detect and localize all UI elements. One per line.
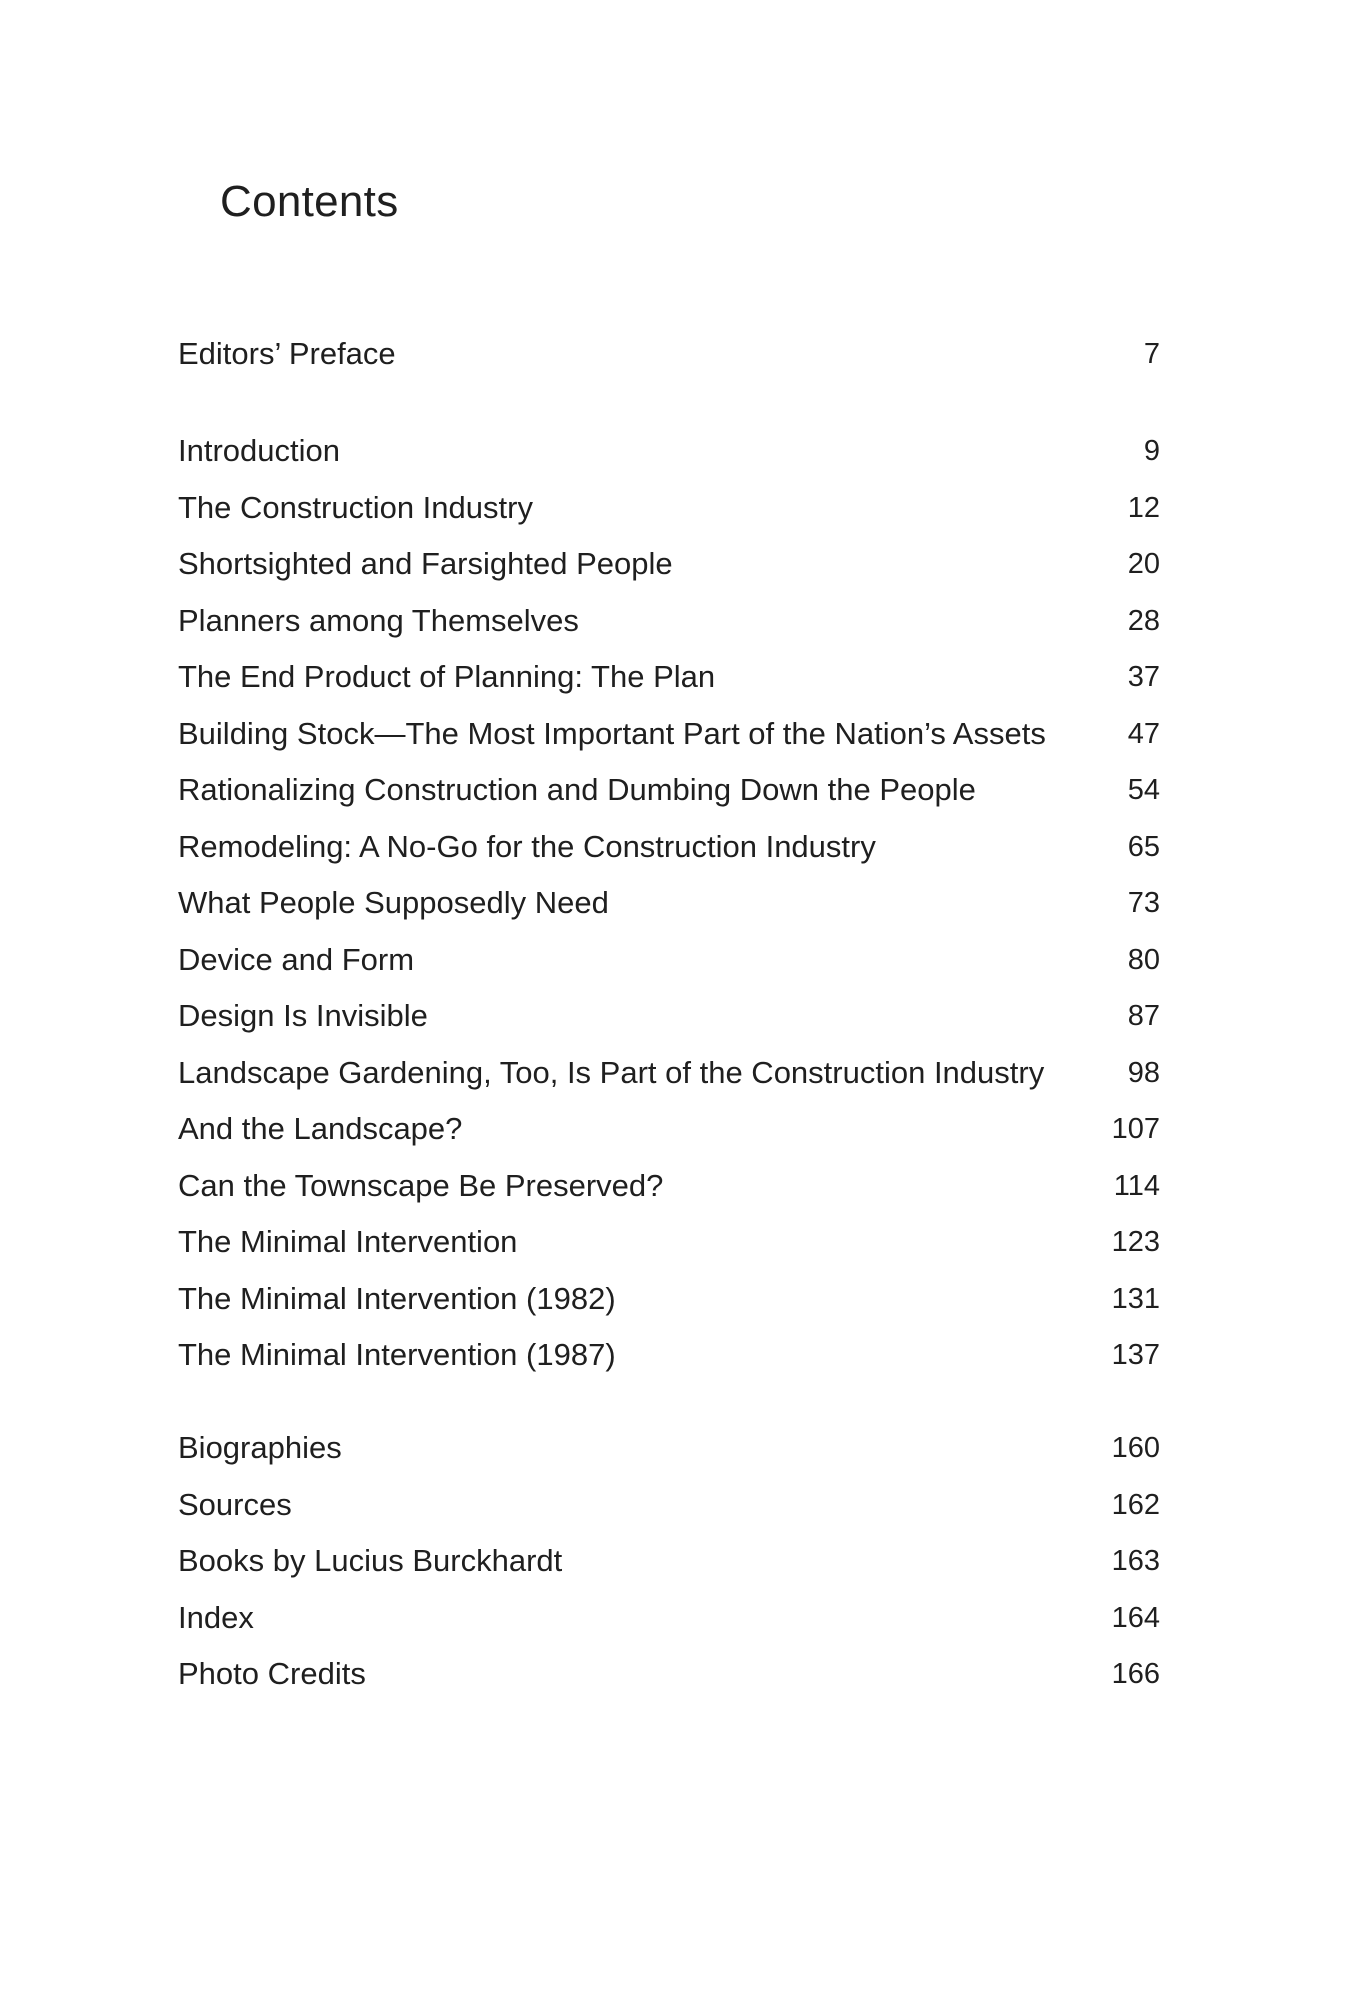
toc-entry-title: Introduction — [178, 433, 340, 468]
toc-entry-page: 73 — [1127, 887, 1160, 919]
toc-entry-page: 54 — [1127, 774, 1160, 806]
toc-entry[interactable] — [178, 326, 1160, 383]
toc-entry-page: 166 — [1111, 1658, 1160, 1690]
toc-front-matter — [178, 326, 1160, 383]
toc-entry[interactable] — [178, 1045, 1160, 1102]
toc-entry-page: 47 — [1127, 717, 1160, 750]
toc-entry-page: 98 — [1127, 1056, 1160, 1089]
toc-entry[interactable] — [178, 1327, 1160, 1384]
toc-entry-page: 80 — [1127, 943, 1160, 976]
toc-entry[interactable] — [178, 480, 1160, 537]
toc-entry-title: The End Product of Planning: The Plan — [178, 659, 716, 694]
toc-entry-page: 164 — [1111, 1601, 1160, 1634]
toc-entry-title: Editors’ Preface — [178, 336, 396, 371]
toc-entry-page: 107 — [1111, 1113, 1160, 1145]
toc-entry-title: Remodeling: A No-Go for the Construction Industry — [178, 828, 876, 864]
toc-entry-title: Biographies — [178, 1430, 342, 1465]
toc-entry-title: Index — [178, 1599, 254, 1635]
toc-entry-page: 160 — [1111, 1432, 1160, 1464]
toc-entry[interactable] — [178, 1533, 1160, 1590]
toc-entry[interactable] — [178, 932, 1160, 989]
toc-entry-title: Sources — [178, 1486, 292, 1522]
toc-entry-title: The Minimal Intervention (1982) — [178, 1280, 616, 1316]
toc-entry[interactable] — [178, 1214, 1160, 1271]
toc-back-matter — [178, 1420, 1160, 1703]
toc-entry-title: The Construction Industry — [178, 489, 533, 525]
toc-entry-page: 87 — [1127, 1000, 1160, 1032]
toc-entry-title: Building Stock—The Most Important Part of the Nation’s Assets — [178, 715, 1046, 751]
toc-entry[interactable] — [178, 536, 1160, 593]
toc-entry-title: What People Supposedly Need — [178, 885, 609, 920]
toc-entry-title: Can the Townscape Be Preserved? — [178, 1167, 664, 1203]
page-title: Contents — [220, 177, 399, 226]
toc-entry-title: Landscape Gardening, Too, Is Part of the Construction Industry — [178, 1054, 1045, 1090]
toc-entry[interactable] — [178, 593, 1160, 650]
toc-entry[interactable] — [178, 1158, 1160, 1215]
toc-entry[interactable] — [178, 762, 1160, 819]
toc-entry-page: 12 — [1127, 491, 1160, 524]
toc-entry-title: Photo Credits — [178, 1656, 366, 1691]
toc-entry-page: 162 — [1111, 1488, 1160, 1521]
toc-entry[interactable] — [178, 423, 1160, 480]
toc-entry[interactable] — [178, 706, 1160, 763]
toc-entry-title: Design Is Invisible — [178, 998, 428, 1033]
toc-entry-page: 137 — [1111, 1339, 1160, 1371]
toc-entry[interactable] — [178, 1646, 1160, 1703]
toc-entry-title: Device and Form — [178, 941, 415, 977]
toc-entry[interactable] — [178, 1271, 1160, 1328]
toc-entry-page: 123 — [1111, 1226, 1160, 1258]
toc-entry[interactable] — [178, 1420, 1160, 1477]
toc-entry-page: 131 — [1111, 1282, 1160, 1315]
toc-entry[interactable] — [178, 1477, 1160, 1534]
toc-entry-page: 28 — [1127, 604, 1160, 637]
toc-entry[interactable] — [178, 1101, 1160, 1158]
toc-entry-title: Rationalizing Construction and Dumbing Down the People — [178, 772, 976, 807]
toc-entry-page: 114 — [1113, 1169, 1160, 1202]
toc-chapters — [178, 423, 1160, 1384]
toc-entry-title: Planners among Themselves — [178, 602, 579, 638]
toc-entry[interactable] — [178, 649, 1160, 706]
toc-entry-title: Books by Lucius Burckhardt — [178, 1543, 563, 1578]
toc-entry-title: Shortsighted and Farsighted People — [178, 546, 673, 581]
toc-entry-page: 65 — [1127, 830, 1160, 863]
toc-entry-title: The Minimal Intervention (1987) — [178, 1337, 616, 1372]
toc-entry[interactable] — [178, 875, 1160, 932]
toc-entry-page: 20 — [1127, 548, 1160, 580]
toc-entry[interactable] — [178, 819, 1160, 876]
toc-entry-page: 37 — [1127, 661, 1160, 693]
toc-entry-page: 9 — [1143, 435, 1160, 467]
toc-entry[interactable] — [178, 1590, 1160, 1647]
toc-entry-title: And the Landscape? — [178, 1111, 463, 1146]
toc-entry-title: The Minimal Intervention — [178, 1224, 518, 1259]
toc-entry[interactable] — [178, 988, 1160, 1045]
toc-entry-page: 7 — [1143, 338, 1160, 370]
toc-entry-page: 163 — [1111, 1545, 1160, 1577]
